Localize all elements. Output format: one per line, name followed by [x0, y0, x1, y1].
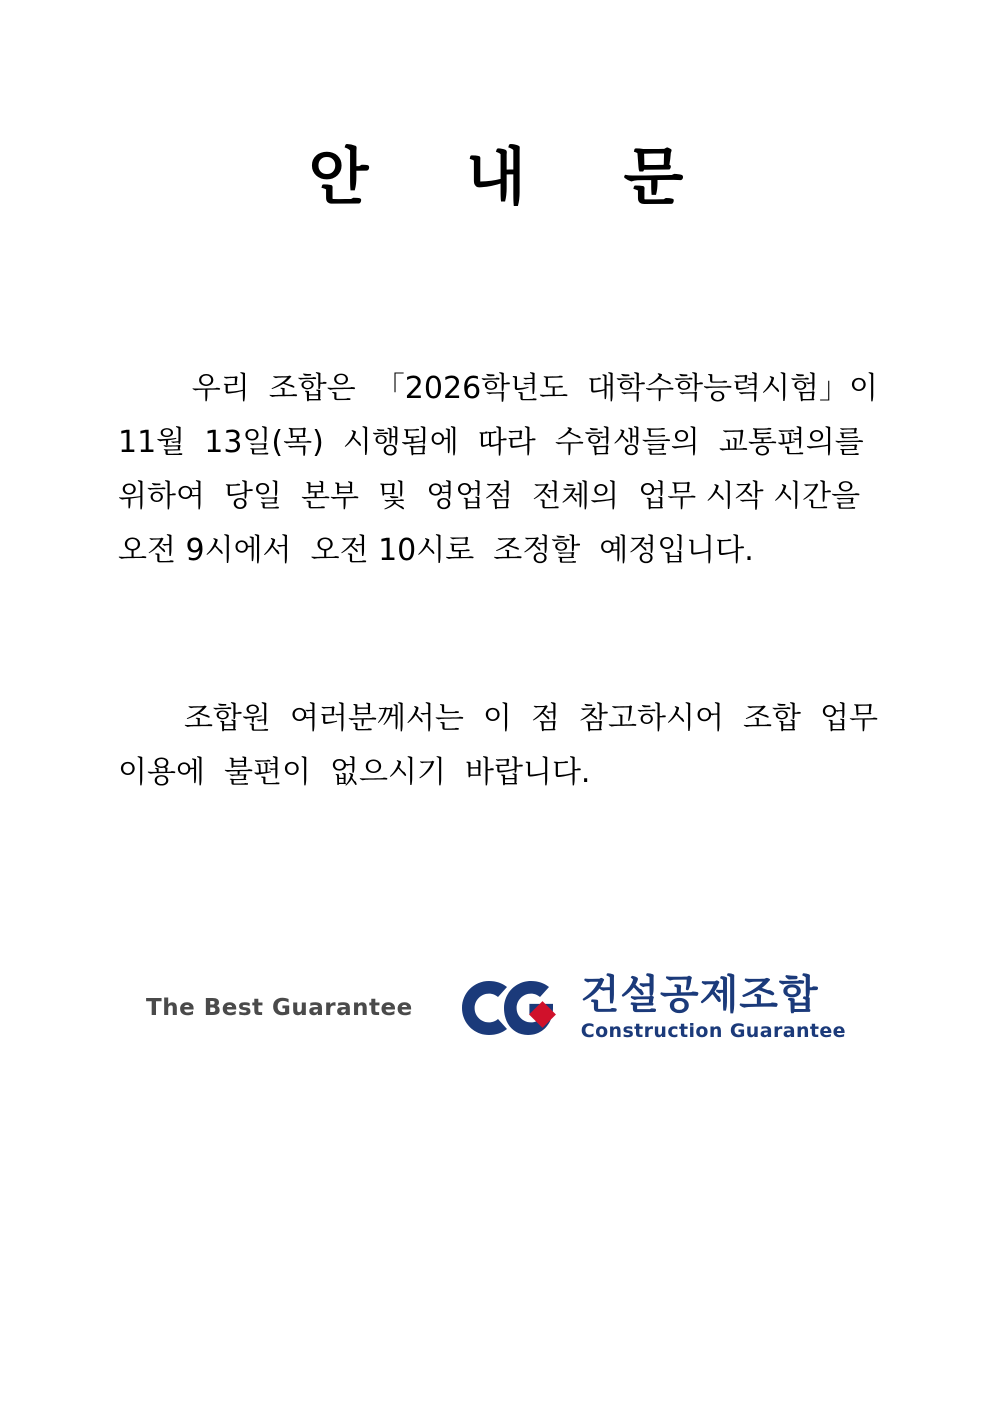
logo-name-en: Construction Guarantee: [580, 1020, 846, 1042]
notice-paragraph-2: [118, 692, 878, 800]
logo-wordmark: [580, 972, 846, 1042]
paragraph-line-text: 11월 13일(목) 시행됨에 따라 수험생들의 교통편의를: [118, 425, 864, 460]
cg-logo-mark: [427, 977, 567, 1039]
organization-logo: [0, 972, 992, 1042]
paragraph-line-text: 위하여 당일 본부 및 영업점 전체의 업무 시작 시간을: [118, 479, 861, 514]
paragraph-text: [118, 362, 878, 578]
paragraph-line: [118, 692, 878, 746]
paragraph-line: [118, 524, 878, 578]
notice-paragraph-1: [118, 362, 878, 578]
page-title: 안 내 문: [308, 140, 722, 213]
paragraph-line-text: 우리 조합은 「2026학년도 대학수학능력시험」이: [191, 371, 878, 406]
paragraph-line-text: 이용에 불편이 없으시기 바랍니다.: [118, 755, 591, 790]
paragraph-line-text: 오전 9시에서 오전 10시로 조정할 예정입니다.: [118, 533, 754, 568]
paragraph-line: [118, 416, 878, 470]
paragraph-line-text: 조합원 여러분께서는 이 점 참고하시어 조합 업무: [183, 701, 878, 736]
logo-tagline: The Best Guarantee: [146, 995, 413, 1021]
paragraph-text: [118, 692, 878, 800]
logo-name-ko: 건설공제조합: [580, 972, 819, 1018]
paragraph-line: [118, 470, 878, 524]
paragraph-line: [118, 746, 878, 800]
paragraph-line: [118, 362, 878, 416]
